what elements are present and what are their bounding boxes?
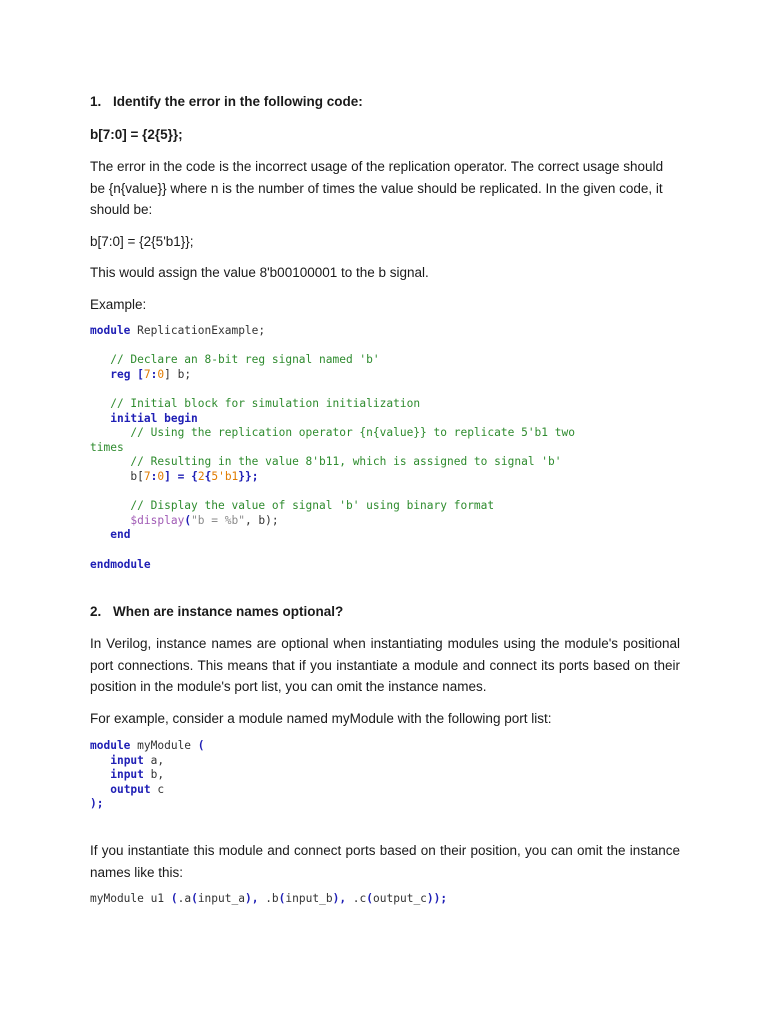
instance-code: myModule u1 (.a(input_a), .b(input_b), .c(output_c)); bbox=[90, 892, 448, 906]
code-comment: // Resulting in the value 8'b11, which is assigned to signal 'b' bbox=[130, 455, 562, 469]
q1-heading bbox=[90, 92, 680, 112]
q1-example-label: Example: bbox=[90, 296, 147, 312]
replication-example-code: module ReplicationExample; // Declare an 8-bit reg signal named 'b' reg [7:0] b; // Initial block for simulation initialization initial begin // Using the replication operator {n{value}} to replicate 5'b1 two times // Resulting in the value 8'b11, which is assigned to signal 'b' b[7:0] = {2{5'b1}}; // Display the value of signal 'b' using binary format $display("b = %b", b); end endmodule bbox=[90, 324, 575, 571]
q2-title: When are instance names optional? bbox=[113, 604, 344, 620]
code-comment: // Using the replication operator {n{value}} to replicate 5'b1 two bbox=[130, 426, 575, 440]
q1-number: 1. bbox=[90, 94, 102, 109]
q2-heading bbox=[90, 602, 680, 622]
code-endmodule-keyword: endmodule bbox=[90, 557, 151, 571]
code-comment: // Declare an 8-bit reg signal named 'b' bbox=[110, 353, 380, 367]
q2-number: 2. bbox=[90, 604, 102, 620]
q2-instantiate-note: If you instantiate this module and connect ports based on their position, you can omit the instance names like this: bbox=[90, 843, 680, 880]
code-display-fn: $display bbox=[130, 513, 185, 527]
document-page bbox=[90, 92, 680, 907]
q1-title: Identify the error in the following code: bbox=[113, 94, 363, 109]
code-comment: // Display the value of signal 'b' using binary format bbox=[130, 499, 495, 513]
code-module-keyword: module bbox=[90, 324, 131, 337]
code-reg-keyword: reg bbox=[110, 367, 131, 381]
q1-corrected-code: b[7:0] = {2{5'b1}}; bbox=[90, 233, 194, 249]
q1-explanation: The error in the code is the incorrect usage of the replication operator. The correct usage should be {n{value}} where n is the number of times the value should be replicated. In the given code, it should be: bbox=[90, 159, 664, 217]
mymodule-port-list-code: module myModule ( input a, input b, output c ); bbox=[90, 739, 205, 811]
q1-assign-note: This would assign the value 8'b00100001 to the b signal. bbox=[90, 265, 429, 280]
q2-example-intro: For example, consider a module named myModule with the following port list: bbox=[90, 710, 552, 726]
code-initial-begin: initial begin bbox=[110, 411, 198, 425]
q2-paragraph: In Verilog, instance names are optional when instantiating modules using the module's positional port connections. This means that if you instantiate a module and connect its ports based on their position in the module's port list, you can omit the instance names. bbox=[90, 636, 680, 695]
code-comment: // Initial block for simulation initialization bbox=[110, 396, 421, 410]
code-module-name: ReplicationExample; bbox=[130, 324, 266, 337]
code-end-keyword: end bbox=[110, 528, 131, 542]
code-comment-wrap: times bbox=[90, 440, 124, 454]
q1-code-line: b[7:0] = {2{5}}; bbox=[90, 127, 183, 142]
